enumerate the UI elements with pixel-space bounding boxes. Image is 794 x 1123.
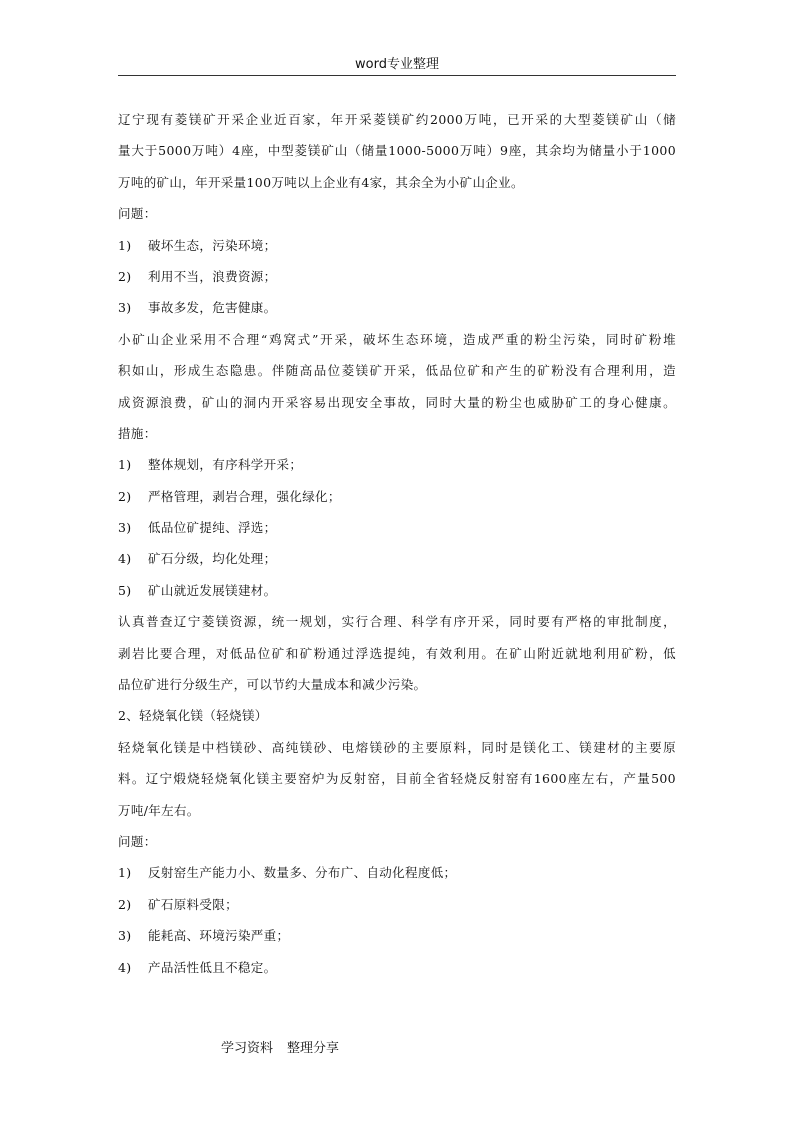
paragraph-line: 剥岩比要合理，对低品位矿和矿粉通过浮选提纯，有效利用。在矿山附近就地利用矿粉，低 [118,645,676,661]
list-item [118,889,676,920]
section-label-problems: 问题： [118,833,157,849]
list-text: 利用不当，浪费资源； [148,268,277,284]
list-number: 1) [118,865,132,881]
list-text: 矿山就近发展镁建材。 [148,582,277,598]
list-item [118,481,676,512]
list-text: 矿石原料受限； [148,896,238,912]
paragraph-line: 万吨/年左右。 [118,802,200,818]
header-divider [118,75,676,76]
paragraph-line: 认真普查辽宁菱镁资源，统一规划，实行合理、科学有序开采，同时要有严格的审批制度， [118,614,676,630]
list-item [118,230,676,261]
list-item [118,261,676,292]
footer-right-text: 整理分享 [287,1041,340,1056]
paragraph-line: 成资源浪费，矿山的洞内开采容易出现安全事故，同时大量的粉尘也威胁矿工的身心健康。 [118,394,676,410]
paragraph-line: 量大于5000万吨）4座，中型菱镁矿山（储量1000-5000万吨）9座，其余均为储量小于1000 [118,143,676,159]
footer-left-text: 学习资料 [221,1041,274,1056]
section-heading: 2、轻烧氧化镁（轻烧镁） [118,708,268,724]
section-label-measures: 措施： [118,425,157,441]
section-label-problems: 问题： [118,206,157,222]
list-item [118,857,676,888]
paragraph-line: 小矿山企业采用不合理“鸡窝式”开采，破坏生态环境，造成严重的粉尘污染，同时矿粉堆 [118,331,676,347]
paragraph-line: 料。辽宁煅烧轻烧氧化镁主要窑炉为反射窑，目前全省轻烧反射窑有1600座左右，产量500 [118,771,676,787]
list-text: 严格管理，剥岩合理，强化绿化； [148,488,341,504]
list-number: 5) [118,582,132,598]
list-item [118,575,676,606]
list-number: 2) [118,488,132,504]
header-title: word专业整理 [355,57,439,72]
list-item [118,543,676,574]
list-item [118,292,676,323]
list-item [118,920,676,951]
list-text: 反射窑生产能力小、数量多、分布广、自动化程度低； [148,865,457,881]
list-text: 能耗高、环境污染严重； [148,928,290,944]
list-number: 3) [118,520,132,536]
list-item [118,449,676,480]
paragraph-line: 轻烧氧化镁是中档镁砂、高纯镁砂、电熔镁砂的主要原料，同时是镁化工、镁建材的主要原 [118,739,676,755]
page-header [118,56,676,74]
list-text: 低品位矿提纯、浮选； [148,520,277,536]
list-number: 2) [118,268,132,284]
list-text: 事故多发，危害健康。 [148,300,277,316]
list-number: 2) [118,896,132,912]
list-item [118,952,676,983]
list-number: 3) [118,300,132,316]
list-number: 4) [118,959,132,975]
list-text: 矿石分级，均化处理； [148,551,277,567]
list-text: 整体规划，有序科学开采； [148,457,303,473]
paragraph-line: 品位矿进行分级生产，可以节约大量成本和减少污染。 [118,677,427,693]
paragraph-line: 辽宁现有菱镁矿开采企业近百家，年开采菱镁矿约2000万吨，已开采的大型菱镁矿山（储 [118,112,676,127]
list-number: 4) [118,551,132,567]
list-number: 1) [118,237,132,253]
list-text: 产品活性低且不稳定。 [148,959,277,975]
paragraph-line: 万吨的矿山，年开采量100万吨以上企业有4家，其余全为小矿山企业。 [118,174,524,190]
list-text: 破坏生态，污染环境； [148,237,277,253]
list-number: 3) [118,928,132,944]
document-body [118,104,676,983]
page-footer [221,1040,339,1058]
list-item [118,512,676,543]
list-number: 1) [118,457,132,473]
paragraph-line: 积如山，形成生态隐患。伴随高品位菱镁矿开采，低品位矿和产生的矿粉没有合理利用，造 [118,363,676,379]
